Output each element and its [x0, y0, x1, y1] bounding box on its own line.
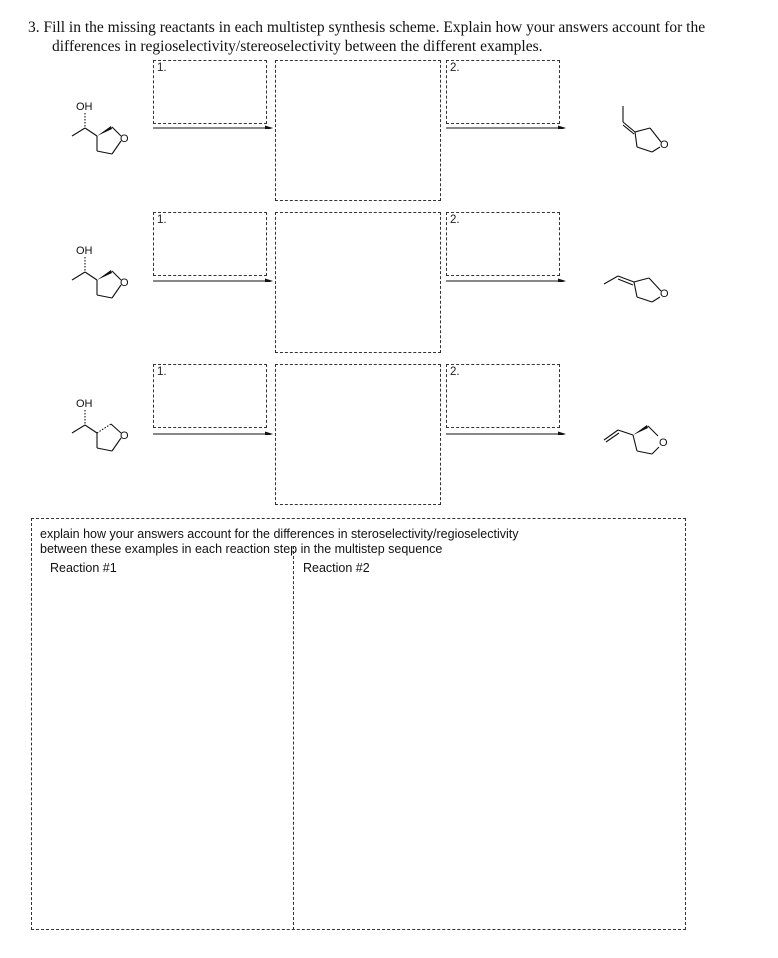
step2-label: 2. [450, 366, 460, 378]
ring-oxygen-label: O [120, 430, 129, 442]
column-divider [293, 546, 294, 930]
explanation-prompt-line-2: between these examples in each reaction step in the multistep sequence [40, 542, 443, 556]
product-oxygen-label: O [660, 288, 669, 300]
reactant-molecule-3 [60, 393, 150, 453]
ring-oxygen-label: O [120, 277, 129, 289]
reaction-1-heading: Reaction #1 [50, 561, 117, 575]
step2-reagent-box-2[interactable] [446, 212, 560, 276]
reactant-oh-label: OH [76, 398, 93, 410]
reaction-arrow-3b [446, 431, 568, 435]
step2-reagent-box-3[interactable] [446, 364, 560, 428]
reaction-arrow-2b [446, 278, 568, 282]
explanation-prompt [40, 527, 518, 557]
reactant-molecule-2 [60, 240, 150, 300]
step2-reagent-box-1[interactable] [446, 60, 560, 124]
step1-reagent-box-3[interactable] [153, 364, 267, 428]
product-molecule-2 [600, 262, 685, 312]
intermediate-box-2[interactable] [275, 212, 441, 353]
reactant-oh-label: OH [76, 245, 93, 257]
intermediate-box-3[interactable] [275, 364, 441, 505]
explanation-box[interactable] [31, 518, 686, 930]
reaction-2-heading: Reaction #2 [303, 561, 370, 575]
product-oxygen-label: O [659, 437, 668, 449]
reaction-arrow-3a [153, 431, 275, 435]
reaction-arrow-2a [153, 278, 275, 282]
product-oxygen-label: O [660, 139, 669, 151]
reaction-arrow-1a [153, 125, 275, 129]
reactant-molecule-1 [60, 96, 150, 156]
step1-label: 1. [157, 62, 167, 74]
step2-label: 2. [450, 62, 460, 74]
question-line-1: Fill in the missing reactants in each multistep synthesis scheme. Explain how your answers account for the [43, 19, 706, 36]
question-number: 3. [28, 19, 40, 36]
step1-label: 1. [157, 214, 167, 226]
question-line-2: differences in regioselectivity/stereoselectivity between the different examples. [52, 38, 543, 55]
intermediate-box-1[interactable] [275, 60, 441, 201]
reaction-arrow-1b [446, 125, 568, 129]
step2-label: 2. [450, 214, 460, 226]
question-text [28, 18, 748, 56]
explanation-prompt-line-1: explain how your answers account for the differences in steroselectivity/regioselectivity [40, 527, 519, 541]
step1-reagent-box-1[interactable] [153, 60, 267, 124]
ring-oxygen-label: O [120, 133, 129, 145]
step1-reagent-box-2[interactable] [153, 212, 267, 276]
product-molecule-1 [615, 104, 685, 164]
reactant-oh-label: OH [76, 101, 93, 113]
step1-label: 1. [157, 366, 167, 378]
product-molecule-3 [600, 414, 685, 464]
